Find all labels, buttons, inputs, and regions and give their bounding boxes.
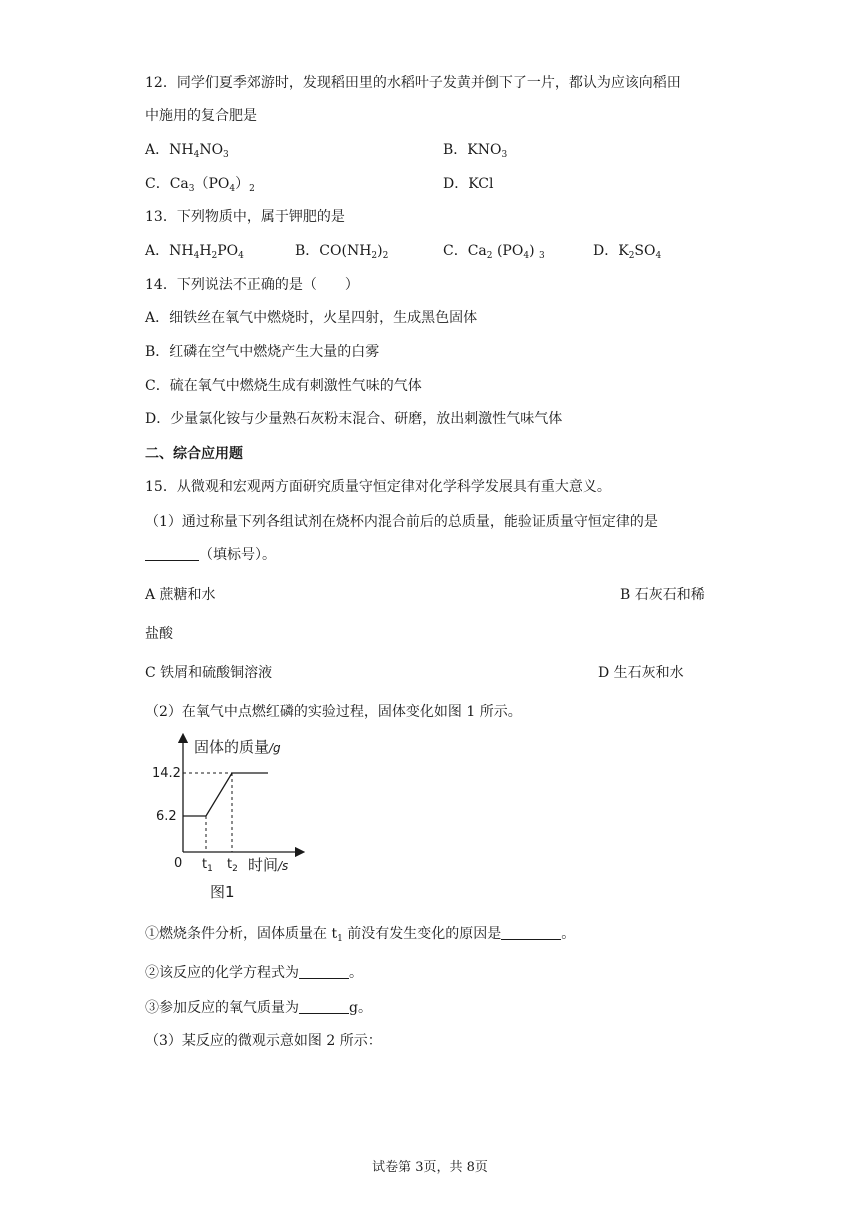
q12-option-a: A．$NH_4NO_3$	[145, 142, 229, 160]
figure-1-graph	[150, 730, 310, 905]
q12-stem-line-2: 中施用的复合肥是	[145, 108, 257, 124]
q14-option-c: C．硫在氧气中燃烧生成有刺激性气味的气体	[145, 378, 422, 394]
x-axis-label: 时间/s	[248, 856, 289, 874]
y-tick-high: 14.2	[152, 766, 181, 781]
q14-stem: 14．下列说法不正确的是（ ）	[145, 277, 359, 293]
q15-option-c: C 铁屑和硫酸铜溶液	[145, 665, 273, 681]
q12-option-d: D．KCl	[443, 176, 494, 192]
q15-part1-line-1: （1）通过称量下列各组试剂在烧杯内混合前后的总质量，能验证质量守恒定律的是	[145, 514, 658, 530]
answer-blank[interactable]	[145, 546, 199, 561]
x-tick-t1: $t_1$	[202, 857, 213, 874]
section-heading: 二、综合应用题	[145, 446, 243, 462]
q15-option-b: B 石灰石和稀	[620, 587, 705, 603]
origin-label: 0	[174, 856, 183, 871]
x-tick-t2: $t_2$	[227, 857, 238, 874]
q15-part2: （2）在氧气中点燃红磷的实验过程，固体变化如图 1 所示。	[145, 704, 522, 720]
figure-caption: 图1	[210, 883, 235, 901]
q15-sub-1: ①燃烧条件分析，固体质量在 $t_1$ 前没有发生变化的原因是 。	[145, 926, 576, 944]
q13-option-a: A．$NH_4H_2PO_4$	[145, 243, 244, 261]
answer-blank[interactable]	[501, 925, 561, 940]
q14-option-b: B．红磷在空气中燃烧产生大量的白雾	[145, 344, 380, 360]
answer-blank[interactable]	[299, 999, 349, 1014]
q13-option-c: C．$Ca_2$ $(PO_4)$ $_3$	[443, 243, 545, 261]
q15-stem: 15．从微观和宏观两方面研究质量守恒定律对化学科学发展具有重大意义。	[145, 479, 611, 495]
q15-sub-2: ②该反应的化学方程式为 。	[145, 965, 363, 981]
y-tick-low: 6.2	[156, 809, 177, 824]
q14-option-d: D．少量氯化铵与少量熟石灰粉末混合、研磨，放出刺激性气味气体	[145, 411, 563, 427]
y-axis-label: 固体的质量/g	[194, 738, 281, 756]
q15-option-b-continued: 盐酸	[145, 626, 173, 642]
q12-option-b: B．$KNO_3$	[443, 142, 508, 160]
q15-option-d: D 生石灰和水	[598, 665, 684, 681]
q13-option-b: B．$CO(NH_2)_2$	[295, 243, 389, 261]
page-footer: 试卷第 3页，共 8页	[372, 1160, 488, 1175]
answer-blank[interactable]	[299, 964, 349, 979]
q14-option-a: A．细铁丝在氧气中燃烧时，火星四射，生成黑色固体	[145, 310, 478, 326]
q12-option-c: C．$Ca_3(PO_4)_2$	[145, 176, 255, 194]
q15-option-a: A 蔗糖和水	[145, 587, 216, 603]
q13-option-d: D．$K_2SO_4$	[593, 243, 662, 261]
q15-part1-line-2: （填标号）。	[145, 545, 276, 565]
q15-part3: （3）某反应的微观示意如图 2 所示：	[145, 1033, 382, 1049]
q13-stem: 13．下列物质中，属于钾肥的是	[145, 209, 345, 225]
q12-stem-line-1: 12．同学们夏季郊游时，发现稻田里的水稻叶子发黄并倒下了一片，都认为应该向稻田	[145, 75, 681, 91]
mass-curve	[183, 773, 268, 816]
q15-sub-3: ③参加反应的氧气质量为 g。	[145, 1000, 372, 1016]
